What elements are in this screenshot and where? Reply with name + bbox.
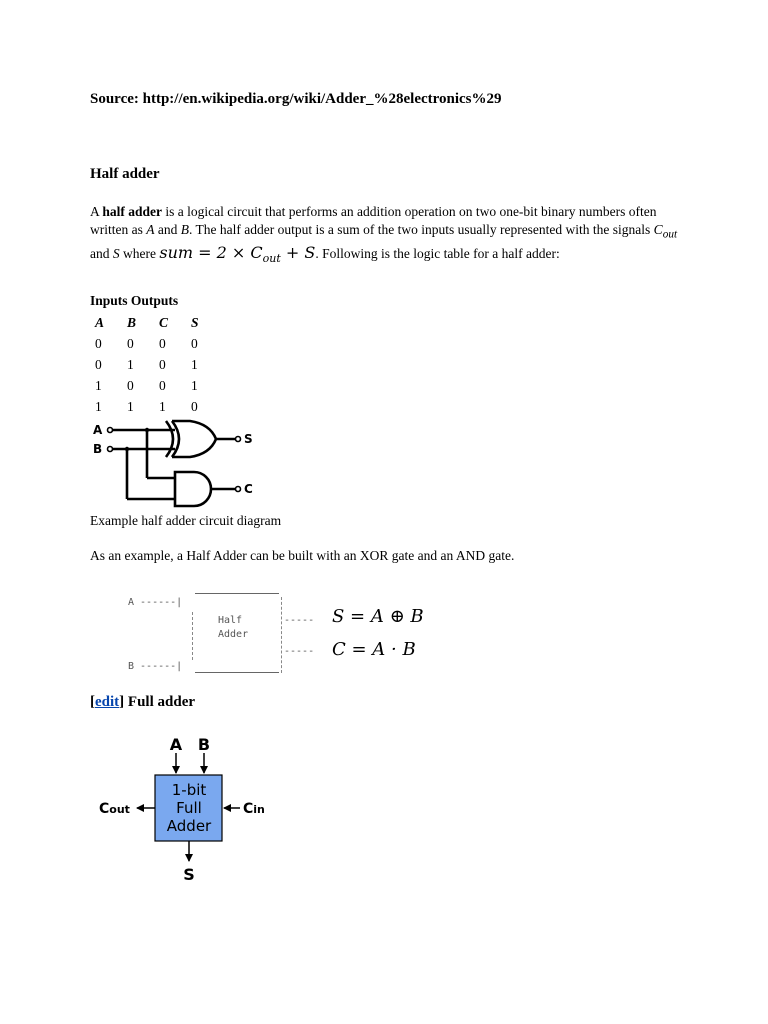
ascii-c-connector: ----- <box>284 646 315 657</box>
ascii-input-a: A ------| <box>128 597 183 608</box>
input-b-label: B <box>197 735 211 754</box>
ascii-s-connector: ----- <box>284 615 315 626</box>
table-group-header: Inputs Outputs <box>90 293 179 308</box>
half-adder-heading: Half adder <box>90 166 160 182</box>
block-top-edge <box>195 593 279 594</box>
carry-equation: C = A · B <box>332 639 416 660</box>
table-cell: 0 <box>95 335 102 351</box>
sum-output-label: S <box>183 865 195 884</box>
half-adder-description: A half adder is a logical circuit that performs an addition operation on two one-bit binary numbers often written as A and B. The half adder output is a sum of the two inputs usually represented with the signals $C_{out}$ and S where sum = $2 \times C_{out} + S$. Following is the logic table for a half adder: <box>90 204 678 265</box>
block-left-edge <box>192 612 193 660</box>
circuit-label-c: C <box>244 482 253 496</box>
column-header: C <box>159 314 169 330</box>
table-cell: 0 <box>159 356 166 372</box>
table-row <box>88 333 216 354</box>
table-cell: 0 <box>159 377 166 393</box>
full-adder-block-diagram <box>95 732 280 887</box>
table-cell: 1 <box>95 398 102 414</box>
block-bottom-edge <box>195 672 279 673</box>
edit-link[interactable]: edit <box>95 694 120 710</box>
table-cell: 1 <box>191 356 198 372</box>
block-label-line2: Adder <box>218 629 249 640</box>
output-c-terminal <box>236 487 241 492</box>
junction-dot <box>125 447 129 451</box>
table-header-row <box>88 312 216 333</box>
table-cell: 0 <box>191 398 198 414</box>
example-text: As an example, a Half Adder can be built with an XOR gate and an AND gate. <box>90 548 515 563</box>
table-cell: 1 <box>95 377 102 393</box>
table-cell: 0 <box>127 335 134 351</box>
table-row <box>88 375 216 396</box>
input-b-terminal <box>108 447 113 452</box>
table-cell: 1 <box>159 398 166 414</box>
sum-equation: S = A ⊕ B <box>332 606 424 627</box>
column-header: B <box>127 314 137 330</box>
table-cell: 1 <box>127 398 134 414</box>
source-line: Source: http://en.wikipedia.org/wiki/Adder_%28electronics%29 <box>90 91 502 107</box>
block-right-edge <box>281 597 282 673</box>
column-header: A <box>95 314 105 330</box>
input-a-label: A <box>169 735 183 754</box>
carry-in-label: Cin <box>243 801 265 817</box>
full-adder-heading: [edit] Full adder <box>90 694 196 710</box>
table-cell: 1 <box>191 377 198 393</box>
output-s-terminal <box>236 437 241 442</box>
sum-formula: sum = $2 \times C_{out} + S$ <box>159 242 316 265</box>
table-cell: 0 <box>127 377 134 393</box>
half-adder-circuit-diagram <box>90 418 270 512</box>
ascii-input-b: B ------| <box>128 661 183 672</box>
circuit-label-s: S <box>244 432 253 446</box>
table-cell: 0 <box>159 335 166 351</box>
carry-out-label: Cout <box>99 801 130 817</box>
column-header: S <box>191 314 199 330</box>
circuit-label-b: B <box>93 442 103 456</box>
half-adder-term: half adder <box>102 204 163 219</box>
block-label-line1: Half <box>218 615 243 626</box>
junction-dot <box>145 428 149 432</box>
circuit-label-a: A <box>93 423 103 437</box>
circuit-caption: Example half adder circuit diagram <box>90 513 282 528</box>
box-line-2: Full <box>176 799 202 817</box>
table-cell: 1 <box>127 356 134 372</box>
input-a-terminal <box>108 428 113 433</box>
table-row <box>88 354 216 375</box>
half-adder-truth-table <box>88 312 216 417</box>
table-cell: 0 <box>95 356 102 372</box>
table-row <box>88 396 216 417</box>
table-cell: 0 <box>191 335 198 351</box>
box-line-3: Adder <box>166 817 212 835</box>
box-line-1: 1-bit <box>171 781 207 799</box>
